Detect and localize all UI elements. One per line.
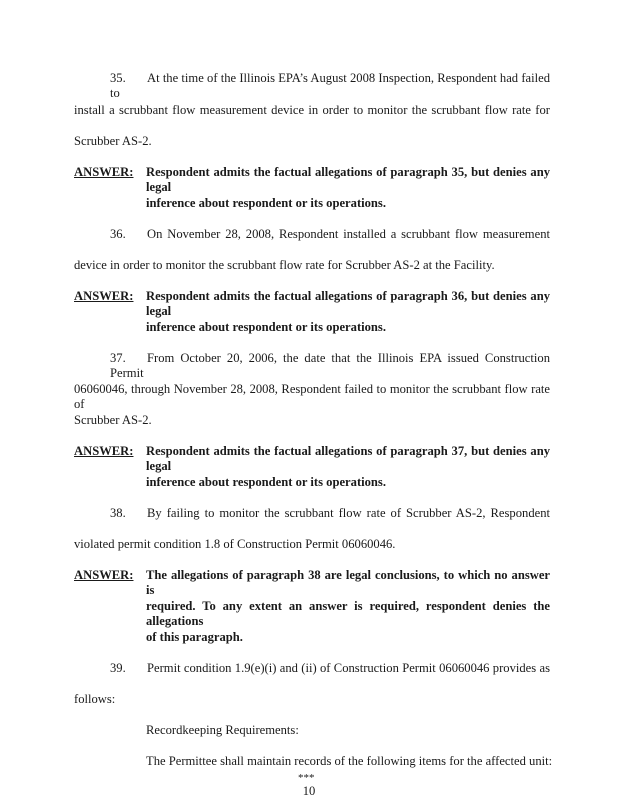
- paragraph-37-number: 37.: [110, 351, 126, 365]
- paragraph-38-line-2: violated permit condition 1.8 of Construction Permit 06060046.: [74, 537, 396, 551]
- quote-text: The Permittee shall maintain records of the following items for the affected unit:: [146, 754, 553, 768]
- paragraph-38-number: 38.: [110, 506, 126, 520]
- answer-36-line-2: inference about respondent or its operations.: [146, 320, 386, 334]
- answer-36-line-1: Respondent admits the factual allegations of paragraph 36, but denies any legal: [146, 289, 550, 318]
- answer-37-line-1: Respondent admits the factual allegations of paragraph 37, but denies any legal: [146, 444, 550, 473]
- answer-35-line-1: Respondent admits the factual allegations of paragraph 35, but denies any legal: [146, 165, 550, 194]
- paragraph-38-line-1: [110, 506, 550, 521]
- answer-38-line-1: The allegations of paragraph 38 are legal conclusions, to which no answer is: [146, 568, 550, 597]
- paragraph-36-number: 36.: [110, 227, 126, 241]
- paragraph-39-text-1: Permit condition 1.9(e)(i) and (ii) of Construction Permit 06060046 provides as: [147, 661, 550, 675]
- paragraph-38-text-1: By failing to monitor the scrubbant flow rate of Scrubber AS-2, Respondent: [147, 506, 550, 520]
- answer-36-label: ANSWER:: [74, 289, 134, 303]
- paragraph-35-number: 35.: [110, 71, 126, 85]
- paragraph-35-line-2: install a scrubbant flow measurement device in order to monitor the scrubbant flow rate for: [74, 103, 550, 117]
- paragraph-37-line-2: 06060046, through November 28, 2008, Respondent failed to monitor the scrubbant flow rate of: [74, 382, 550, 411]
- answer-37-label: ANSWER:: [74, 444, 134, 458]
- paragraph-35-line-3: Scrubber AS-2.: [74, 134, 152, 148]
- page-number-visible: 10: [302, 784, 316, 798]
- answer-38-line-2: required. To any extent an answer is required, respondent denies the allegations: [146, 599, 550, 628]
- quote-heading: Recordkeeping Requirements:: [146, 723, 299, 737]
- answer-38-label: ANSWER:: [74, 568, 134, 582]
- paragraph-39-line-1: [110, 661, 550, 676]
- paragraph-36-line-1: [110, 227, 550, 242]
- paragraph-39-number: 39.: [110, 661, 126, 675]
- answer-37-line-2: inference about respondent or its operations.: [146, 475, 386, 489]
- paragraph-36-line-2: device in order to monitor the scrubbant flow rate for Scrubber AS-2 at the Facility.: [74, 258, 495, 272]
- quote-ellipsis: ***: [298, 772, 315, 784]
- answer-35-label: ANSWER:: [74, 165, 134, 179]
- paragraph-36-text-1: On November 28, 2008, Respondent installed a scrubbant flow measurement: [147, 227, 550, 241]
- paragraph-39-line-2: follows:: [74, 692, 116, 706]
- paragraph-35-line-1: [110, 71, 550, 101]
- paragraph-37-line-3: Scrubber AS-2.: [74, 413, 152, 427]
- paragraph-35-text-1: At the time of the Illinois EPA’s August 2008 Inspection, Respondent had failed to: [110, 71, 550, 100]
- paragraph-37-line-1: [110, 351, 550, 381]
- answer-35-line-2: inference about respondent or its operations.: [146, 196, 386, 210]
- answer-38-line-3: of this paragraph.: [146, 630, 243, 644]
- paragraph-37-text-1: From October 20, 2006, the date that the Illinois EPA issued Construction Permit: [110, 351, 550, 380]
